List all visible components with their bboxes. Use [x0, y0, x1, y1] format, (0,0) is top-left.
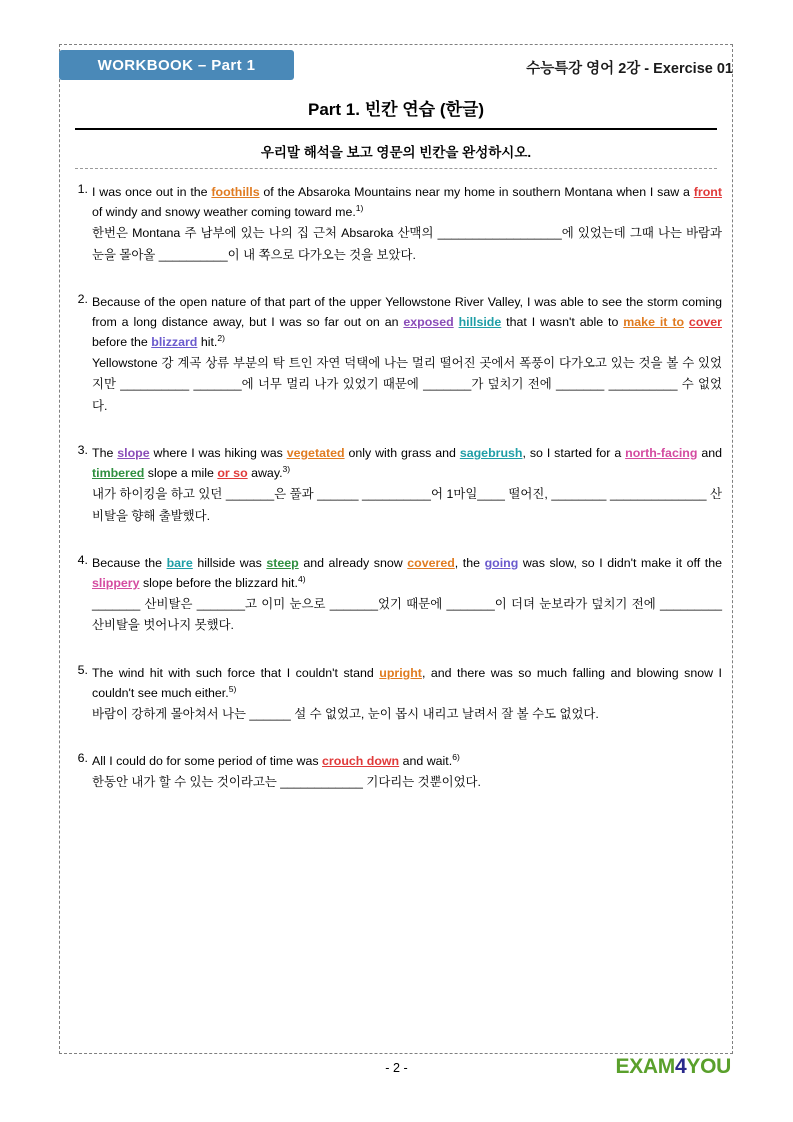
keyword-answer: vegetated — [286, 446, 345, 461]
sentence-text: 한번은 Montana 주 남부에 있는 나의 집 근처 Absaroka 산맥의 — [92, 226, 438, 241]
sentence-text: , the — [454, 555, 485, 570]
sentence-text: of windy and snowy weather coming toward me. — [92, 205, 356, 220]
keyword-answer: foothills — [211, 185, 260, 199]
footnote-marker: 6) — [452, 752, 460, 763]
keyword-answer: front — [693, 185, 722, 199]
sentence-text: 이 내 쪽으로 다가오는 것을 보았다. — [227, 247, 416, 262]
keyword-answer: hillside — [458, 314, 502, 329]
question-item — [70, 751, 722, 793]
keyword-answer: slope — [117, 446, 150, 461]
sentence-text: 내가 하이킹을 하고 있던 _______은 풀과 ______ __________어 1마일____ 떨어진, ________ ______________ 산비탈을 향해 출발했다. — [92, 487, 722, 523]
logo-you-text: YOU — [686, 1055, 731, 1078]
sentence-text: before the — [92, 335, 152, 350]
keyword-answer: exposed — [403, 314, 454, 329]
question-english-sentence — [92, 182, 722, 222]
instruction-text: 우리말 해석을 보고 영문의 빈칸을 완성하시오. — [260, 145, 532, 160]
sentence-text: away. — [247, 466, 283, 481]
logo-exam-text: EXAM — [615, 1055, 675, 1078]
sentence-text: slope a mile — [144, 466, 218, 481]
sentence-text: that I wasn't able to — [501, 314, 624, 329]
question-english-sentence — [92, 292, 722, 352]
footnote-marker: 2) — [217, 332, 226, 343]
sentence-text: where I was hiking was — [149, 446, 287, 461]
footnote-marker: 5) — [228, 683, 237, 694]
question-english-sentence — [92, 663, 722, 703]
workbook-part-tab — [59, 50, 294, 80]
sentence-text: I was once out in the — [92, 185, 212, 199]
sentence-text: , and there was so much falling and blowing snow I couldn't see much either. — [92, 665, 722, 700]
question-number: 4. — [77, 552, 88, 567]
sentence-text: hillside was — [192, 555, 267, 570]
question-item — [70, 182, 722, 266]
sentence-text: __________________ — [437, 226, 562, 241]
sentence-text: _______ 산비탈은 _______고 이미 눈으로 _______었기 때문에 _______이 더뎌 눈보라가 덮치기 전에 _________ 산비탈을 벗어나지 못했다. — [92, 597, 722, 633]
workbook-part-label: WORKBOOK – Part 1 — [97, 56, 256, 74]
sentence-text: only with grass and — [344, 446, 460, 461]
sentence-text: hit. — [197, 335, 218, 350]
footnote-marker: 1) — [355, 202, 364, 213]
keyword-answer: cover — [688, 314, 722, 329]
question-item — [70, 292, 722, 417]
question-number: 5. — [77, 662, 88, 677]
lesson-exercise-label: 수능특강 영어 2강 - Exercise 01 — [526, 61, 733, 77]
keyword-answer: timbered — [92, 466, 145, 481]
sentence-text: of the Absaroka Mountains near my home in southern Montana when I saw a — [259, 185, 694, 199]
question-korean-translation — [92, 353, 722, 417]
sentence-text: __________ — [158, 247, 228, 262]
sentence-text: Yellowstone 강 계곡 상류 부분의 탁 트인 자연 덕택에 나는 멀리 떨어진 곳에서 폭풍이 다가오고 있는 것을 볼 수 있었지만 __________ _______에 너무 멀리 나가 있었기 때문에 _______가 덮치기 전에 _______ __________ 수 없었다. — [92, 356, 722, 413]
footnote-marker: 4) — [297, 573, 306, 584]
sentence-text: The wind hit with such force that I couldn't stand — [92, 665, 380, 680]
question-korean-translation — [92, 223, 722, 266]
sentence-text: The — [92, 446, 118, 461]
sentence-text: Because the — [92, 555, 167, 570]
question-korean-translation — [92, 704, 722, 725]
keyword-answer: crouch down — [322, 754, 400, 769]
question-english-sentence — [92, 553, 722, 593]
question-number: 1. — [77, 182, 88, 196]
exam4you-logo — [616, 1055, 731, 1079]
keyword-answer: covered — [407, 555, 455, 570]
page-title: Part 1. 빈칸 연습 (한글) — [308, 100, 484, 119]
title-divider — [75, 128, 717, 130]
question-item — [70, 553, 722, 637]
sentence-text: , so I started for a — [522, 446, 626, 461]
keyword-answer: make it to — [623, 314, 685, 329]
sentence-text: and wait. — [399, 754, 453, 769]
keyword-answer: going — [484, 555, 519, 570]
keyword-answer: bare — [166, 555, 193, 570]
question-korean-translation — [92, 772, 722, 793]
question-korean-translation — [92, 484, 722, 527]
instruction-divider — [75, 168, 717, 169]
keyword-answer: slippery — [92, 576, 140, 591]
question-english-sentence — [92, 443, 722, 483]
question-english-sentence — [92, 751, 722, 771]
keyword-answer: blizzard — [151, 335, 198, 350]
question-item — [70, 663, 722, 726]
question-korean-translation — [92, 594, 722, 637]
keyword-answer: steep — [266, 555, 299, 570]
sentence-text: All I could do for some period of time was — [92, 754, 323, 769]
question-number: 2. — [77, 291, 88, 306]
sentence-text: 한동안 내가 할 수 있는 것이라고는 ____________ 기다리는 것뿐이었다. — [92, 775, 481, 790]
page-number: - 2 - — [385, 1061, 408, 1075]
question-item — [70, 443, 722, 527]
sentence-text: and — [697, 446, 723, 461]
keyword-answer: or so — [217, 466, 248, 481]
keyword-answer: upright — [379, 665, 422, 680]
question-number: 3. — [77, 443, 88, 458]
keyword-answer: sagebrush — [459, 446, 523, 461]
questions-list — [70, 182, 722, 820]
logo-four-text: 4 — [675, 1055, 687, 1078]
sentence-text: 에 있었는데 그때 나는 바람과 눈을 몰아올 — [92, 226, 722, 262]
sentence-text: was slow, so I didn't make it off the — [518, 555, 722, 570]
footnote-marker: 3) — [282, 464, 291, 475]
question-number: 6. — [77, 751, 88, 766]
sentence-text: Because of the open nature of that part of the upper Yellowstone River Valley, I was able to see the storm coming from a long distance away, but I was so far out on an — [92, 294, 722, 329]
sentence-text: and already snow — [298, 555, 408, 570]
sentence-text: 바람이 강하게 몰아쳐서 나는 ______ 설 수 없었고, 눈이 몹시 내리고 날려서 잘 볼 수도 없었다. — [92, 706, 599, 721]
sentence-text: slope before the blizzard hit. — [139, 576, 298, 591]
keyword-answer: north-facing — [625, 446, 698, 461]
